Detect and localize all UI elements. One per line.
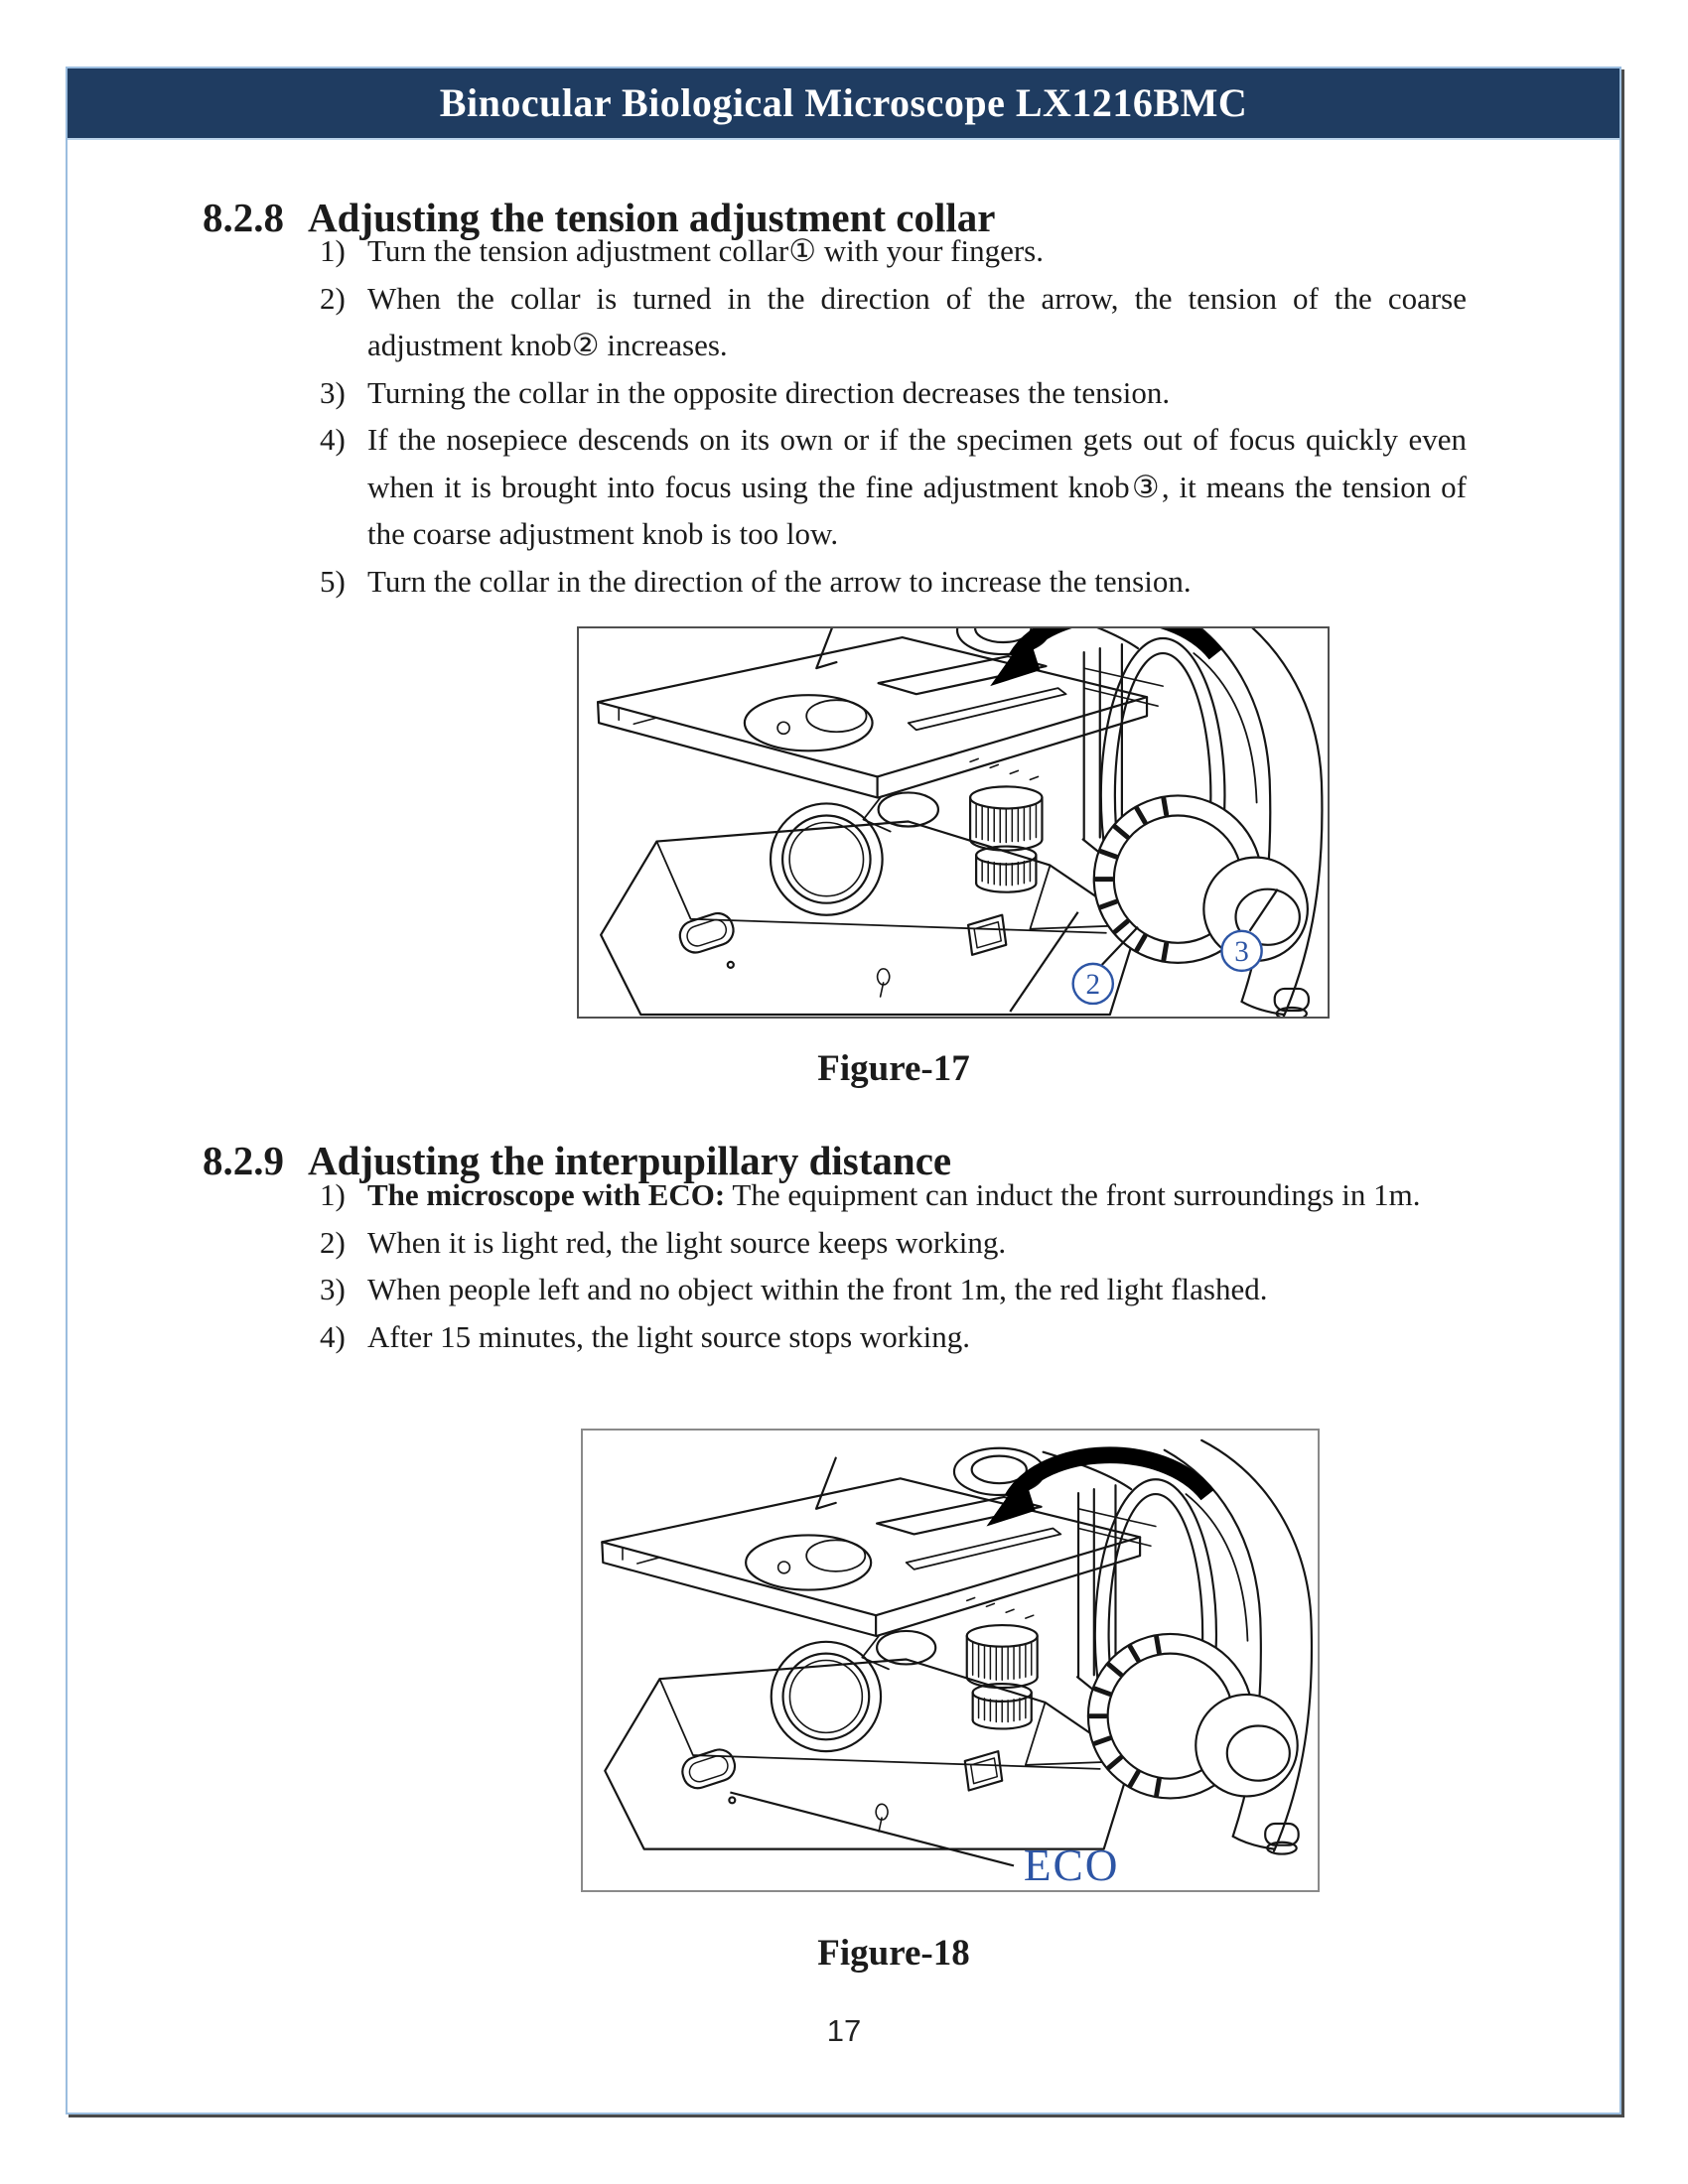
item-number: 3) bbox=[320, 374, 346, 410]
list-item bbox=[320, 558, 1467, 606]
microscope-illustration bbox=[579, 628, 1328, 1017]
header-bar bbox=[68, 68, 1619, 140]
item-text: The microscope with ECO: The equipment can induct the front surroundings in 1m. bbox=[367, 1177, 1421, 1212]
section-title: Adjusting the tension adjustment collar bbox=[308, 195, 996, 240]
item-text: After 15 minutes, the light source stops working. bbox=[367, 1318, 970, 1354]
section-number: 8.2.8 bbox=[203, 195, 284, 240]
list-item bbox=[320, 227, 1467, 275]
page-title: Binocular Biological Microscope LX1216BMC bbox=[439, 80, 1248, 125]
figure-18-image bbox=[581, 1429, 1320, 1892]
list-item bbox=[320, 416, 1467, 558]
section-829-list bbox=[320, 1171, 1467, 1360]
figure-18-caption: Figure-18 bbox=[817, 1933, 970, 1974]
eco-label: ECO bbox=[1023, 1841, 1120, 1890]
figure-17-image bbox=[577, 626, 1330, 1019]
list-item bbox=[320, 1313, 1467, 1361]
list-item bbox=[320, 275, 1467, 369]
item-text: Turning the collar in the opposite direction decreases the tension. bbox=[367, 374, 1171, 410]
section-number: 8.2.9 bbox=[203, 1138, 284, 1183]
item-number: 2) bbox=[320, 280, 346, 316]
microscope-illustration bbox=[583, 1431, 1318, 1890]
item-text: If the nosepiece descends on its own or if the specimen gets out of focus quickly even when it is brought into focus using the fine adjustment knob③, it means the tension of the coarse adjustment knob is too low. bbox=[367, 422, 1467, 551]
item-number: 4) bbox=[320, 422, 346, 457]
list-item bbox=[320, 369, 1467, 417]
item-text: Turn the tension adjustment collar① with your fingers. bbox=[367, 233, 1045, 268]
list-item bbox=[320, 1266, 1467, 1313]
item-text: When the collar is turned in the direction of the arrow, the tension of the coarse adjustment knob② increases. bbox=[367, 280, 1467, 362]
item-number: 3) bbox=[320, 1272, 346, 1306]
callout-3 bbox=[1221, 931, 1261, 971]
svg-text:3: 3 bbox=[1234, 935, 1249, 968]
item-number: 2) bbox=[320, 1224, 346, 1260]
item-number: 1) bbox=[320, 1177, 346, 1212]
item-number: 1) bbox=[320, 233, 346, 268]
item-number: 5) bbox=[320, 563, 346, 599]
section-828-list bbox=[320, 227, 1467, 605]
item-text: Turn the collar in the direction of the arrow to increase the tension. bbox=[367, 563, 1192, 599]
page-number: 17 bbox=[826, 2013, 862, 2048]
list-item bbox=[320, 1171, 1467, 1219]
list-item bbox=[320, 1219, 1467, 1267]
figure-17-caption: Figure-17 bbox=[817, 1048, 970, 1089]
item-number: 4) bbox=[320, 1318, 346, 1354]
item-text: When people left and no object within the front 1m, the red light flashed. bbox=[367, 1272, 1268, 1306]
item-text: When it is light red, the light source keeps working. bbox=[367, 1224, 1007, 1260]
section-title: Adjusting the interpupillary distance bbox=[308, 1138, 952, 1183]
svg-text:2: 2 bbox=[1085, 968, 1101, 1001]
callout-2 bbox=[1073, 964, 1113, 1004]
